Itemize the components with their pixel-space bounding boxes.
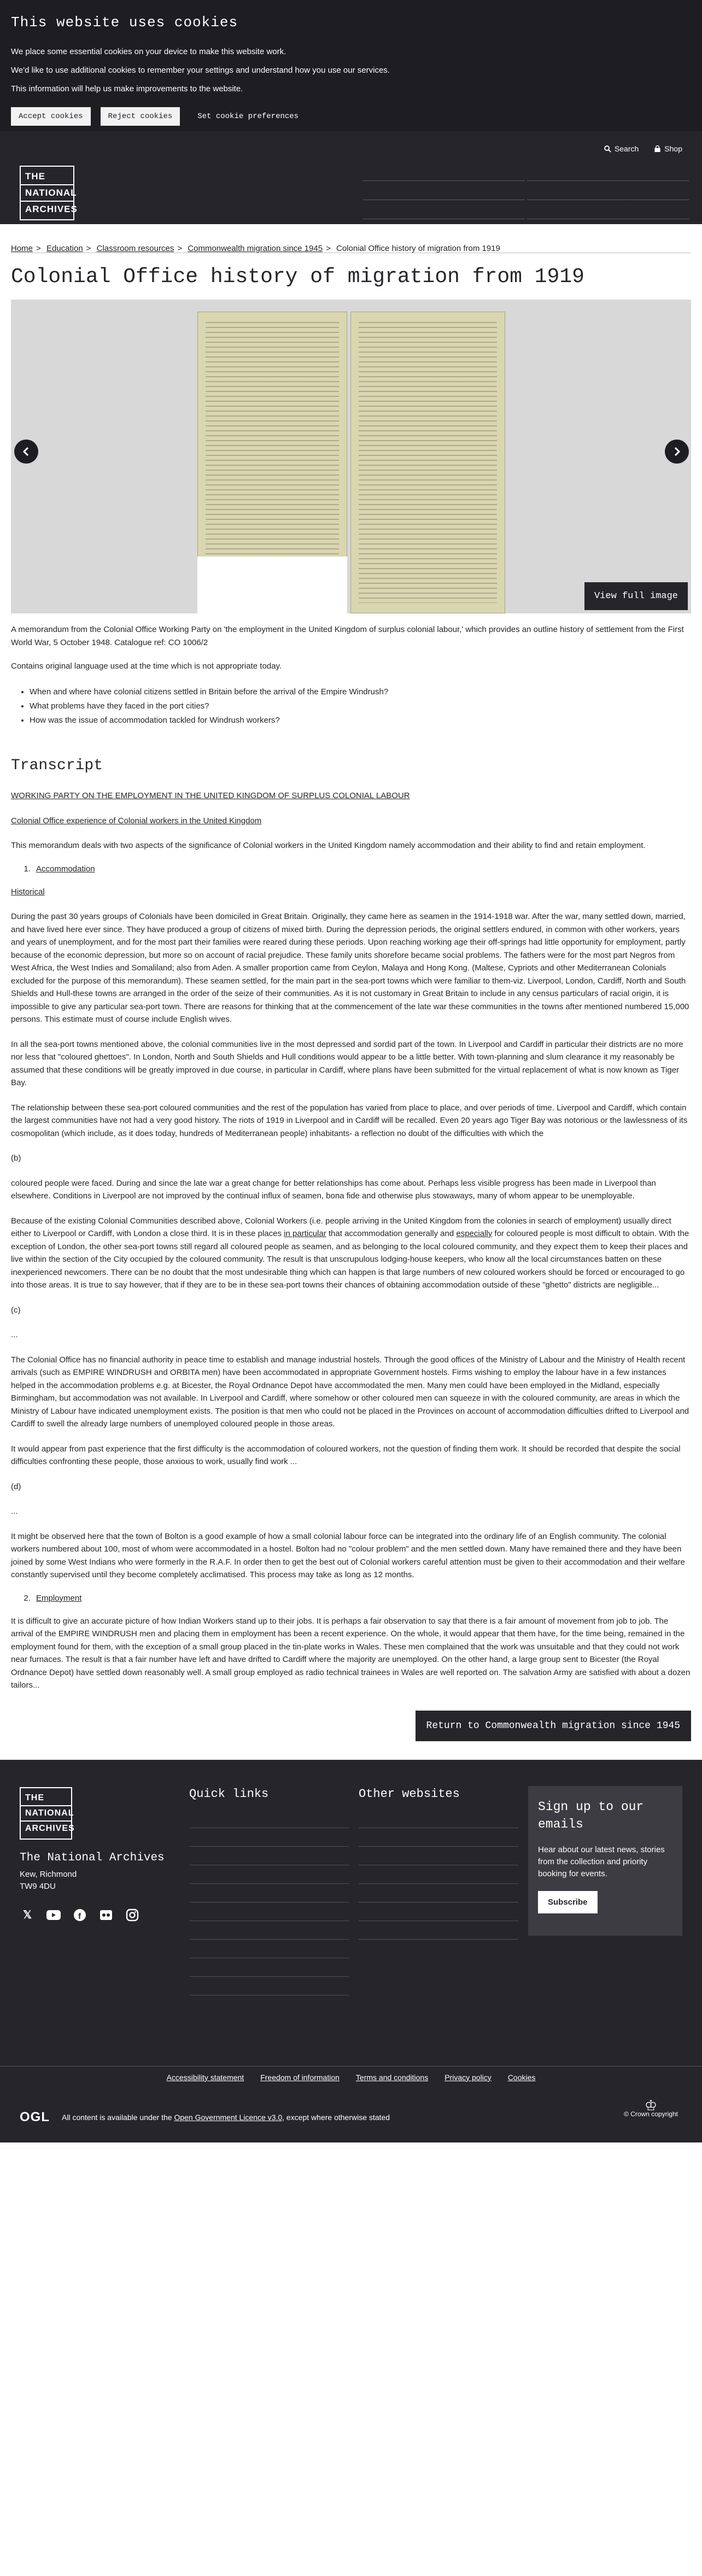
transcript-heading: Transcript [11,757,103,774]
list-item: • When and where have colonial citizens settled in Britain before the arrival of the Empire Windrush? [30,685,691,699]
crown-copyright-text: © Crown copyright [624,2110,678,2118]
footer-legal-links [0,2066,702,2082]
transcript-paragraph [11,1215,691,1292]
address-line: Kew, Richmond [20,1869,77,1879]
questions-list [30,685,691,728]
footer-link[interactable]: The Gazette [359,1865,518,1884]
shop-link[interactable] [654,144,682,153]
transcript-paragraph: In all the sea-port towns mentioned above, the colonial communities live in the most depressed and sordid part of the town. In Liverpool and Cardiff in particular their districts are no more nor less that "coloured ghettoes". In London, North and South Shields and Hull conditions would appear to be a little better. With town-planning and slum clearance it my reasonably be assumed that these conditions will be greatly improved in due course, in particular in Cardiff, where plans have been submitted for the virtual replacement of what is now known as Tiger Bay. [11,1039,683,1087]
text-segment: that accommodation generally and [326,1229,457,1238]
list-item: 1. Accommodation [33,864,691,874]
breadcrumb-education[interactable]: Education [46,244,83,253]
image-gallery [11,300,691,613]
text-segment: All content is available under the [62,2112,174,2122]
logo-line-3: ARCHIVES [25,1823,75,1833]
search-link[interactable] [604,144,639,153]
cookie-text-1: We place some essential cookies on your device to make this website work. [11,47,286,56]
page-title: Colonial Office history of migration from 1919 [11,265,584,289]
site-logo[interactable] [20,166,78,220]
search-label: Search [614,144,639,153]
nav-professional-guidance[interactable]: Professional guidance and services [527,200,689,219]
footer-link[interactable]: Accessibility statement [166,2072,244,2082]
list-item: • What problems have they faced in the port cities? [30,699,691,713]
list-item: • How was the issue of accommodation tackled for Windrush workers? [30,713,691,728]
instagram-icon[interactable] [125,1907,140,1923]
footer-link[interactable]: Privacy policy [444,2072,492,2082]
footer-logo[interactable] [20,1787,75,1840]
transcript-subtitle: Colonial Office experience of Colonial workers in the United Kingdom [11,816,262,826]
footer-link[interactable]: News [189,1847,349,1865]
nav-whats-on[interactable]: What's on [363,181,525,200]
text-segment: for coloured people is most difficult to obtain. With the exception of London, the other sea-port towns still regard all coloured people as seamen, and as belonging to the local coloured community, and they expect them to keep their places and live within the section of the City occupied by the coloured community. The result is that unscrupulous lodging-house keepers, who know all the local circumstances batten on these inexperienced newcomers. There can be no doubt that the most undesirable thing which can happen is that large numbers of new coloured workers should be forced or encouraged to go into those areas. It is true to say however, that if they are to be in these sea-port towns their chances of obtaining accommodation outside of these "ghetto" districts are negligible... [11,1229,689,1290]
nav-education[interactable]: Education [527,181,689,200]
main-nav [361,162,689,219]
cookie-title: This website uses cookies [11,14,238,31]
footer-link[interactable]: Image library [189,1902,349,1921]
document-page-image [350,312,505,613]
transcript-paragraph: This memorandum deals with two aspects of the significance of Colonial workers in the United Kingdom namely accommodation and their ability to find and retain employment. [11,841,646,850]
cookie-preferences-link[interactable]: Set cookie preferences [190,107,306,126]
footer-link[interactable]: Contact us [189,1828,349,1847]
social-links [20,1907,140,1923]
transcript-paragraph: It is difficult to give an accurate picture of how Indian Workers stand up to their jobs. It is perhaps a fair observation to say that there is a fair amount of movement from job to job. The arrival of the EMPIRE WINDRUSH men and placing them in employment has been a recent experience. On the whole, it would appear that them have, for the time being, remained in the employment found for them, with the exception of a small group placed in the tin-plate works in Wales. These men complained that the work was unsuitable and that they could not work near furnaces. The result is that a fair number have left and have drifted to Cardiff where the majority are unemployed. On the other hand, a large group sent to Bicester (the Royal Ordnance Depot) have settled down reasonably well. A small group employed as radio technical trainees in Wales are well reported on. The salvation Army are satisfied with about a dozen tailors... [11,1616,691,1690]
quick-links [189,1787,349,1995]
transcript-paragraph: It might be observed here that the town of Bolton is a good example of how a small colonial labour force can be integrated into the ordinary life of an English community. The colonial workers numbered about 100, most of whom were accommodated in a hostel. Bolton had no "colour problem" and the men settled down. Many have remained there and they have been joined by some West Indians who were formerly in the R.A.F. In order then to get the best out of Colonial workers careful attention must be given to their accommodation and their welfare constantly supervised until they become completely acclimatised. This process may take as long as 12 months. [11,1531,685,1579]
view-full-image-button[interactable]: View full image [584,582,688,610]
shop-icon [654,145,661,153]
transcript-paragraph: The Colonial Office has no financial authority in peace time to establish and manage industrial hostels. Through the good offices of the Ministry of Labour and the Ministry of Health recent arrivals (such as EMPIRE WINDRUSH and ORBITA men) have been accommodated in appropriate Government hostels. Firms wishing to employ the labour have in a few instances helped in the accommodation problems e.g. at Bicester, the Royal Ordnance Depot have accommodated the men. Many men could have been employed in the Midland, especially Birmingham, but accommodation was not available. In Liverpool and Cardiff, where somehow or other coloured men can squeeze in with the coloured community, are areas in which the Ministry of Labour have indicated unemployment exists. The position is that men who could not be placed in the Provinces on account of accommodation difficulties drifted to Liverpool and Cardiff to swell the already large numbers of unemployed coloured people in those areas. [11,1355,689,1428]
underlined-text: in particular [284,1229,326,1238]
footer-link[interactable]: Blogs [189,1865,349,1884]
transcript-paragraph: The relationship between these sea-port coloured communities and the rest of the population has varied from place to place, and over periods of time. Liverpool and Cardiff, which contain the largest communities have not had a very good history. The riots of 1919 in Liverpool and in Cardiff will be recalled. Even 20 years ago Tiger Bay was notorious or the lawlessness of its cosmopolitan (which include, as it does today, hundreds of Mediterranean people) inhabitants- a reflection no doubt of the difficulties with which the [11,1103,688,1138]
transcript-list [33,1594,691,1603]
footer-link[interactable]: About us [189,1810,349,1828]
x-twitter-icon[interactable]: 𝕏 [22,1909,32,1921]
footer-link[interactable]: Press room [189,1921,349,1940]
transcript-marker: (c) [11,1305,21,1315]
footer-link[interactable]: Jobs [189,1940,349,1958]
text-segment: Because of the existing Colonial Communities described above, Colonial Workers (i.e. people arriving in the United Kingdom from the colonies in search of employment) usually direct either to Liverpool or Cardiff, with London a close third. It is in these places [11,1216,671,1238]
transcript-paragraph: coloured people were faced. During and since the late war a great change for better relationships has come about. Perhaps less visible progress has been made in Liverpool than elsewhere. Conditions in Liverpool are not improved by the continual influx of seamen, bona fide and otherwise plus stowaways, many of whom appear to be unemployable. [11,1178,656,1201]
breadcrumb-classroom-resources[interactable]: Classroom resources [96,244,174,253]
logo-line-1: THE [21,1791,71,1806]
flickr-icon[interactable] [98,1907,114,1923]
cookie-banner [0,0,702,131]
footer-link[interactable]: UK Government Web Archive [359,1810,518,1828]
footer-link[interactable]: Podcast [189,1884,349,1902]
transcript-ellipsis: ... [11,1330,18,1339]
transcript-paragraph: It would appear from past experience that the first difficulty is the accommodation of coloured workers, not the question of finding them work. It should be recorded that despite the social difficulties confronting these people, those anxious to work, usually find work ... [11,1444,681,1466]
shop-label: Shop [664,144,682,153]
org-name: The National Archives [20,1851,165,1864]
transcript-body [11,789,691,1692]
other-websites [359,1787,518,1940]
chevron-right-icon [672,447,681,456]
logo-line-3: ARCHIVES [25,204,78,214]
svg-text:f: f [78,1911,81,1921]
transcript-title: WORKING PARTY ON THE EMPLOYMENT IN THE UNITED KINGDOM OF SURPLUS COLONIAL LABOUR [11,791,410,800]
subscribe-button[interactable]: Subscribe [538,1891,598,1913]
cookie-text-2: We'd like to use additional cookies to remember your settings and understand how you use our services. [11,66,390,75]
facebook-icon[interactable] [72,1907,87,1923]
site-footer [0,1760,702,2142]
footer-link[interactable]: Historical Manuscripts Commission [189,1977,349,1995]
nav-visit[interactable]: Visit [363,162,525,181]
transcript-marker: (b) [11,1154,21,1163]
other-websites-heading: Other websites [359,1787,460,1801]
ogl-logo: OGL [20,2109,50,2124]
document-page-image [197,312,347,569]
footer-link[interactable]: The National Archives Trust [359,1884,518,1902]
crown-icon: ♔ [644,2097,658,2114]
quick-links-heading: Quick links [189,1787,269,1801]
return-to-collection-button[interactable]: Return to Commonwealth migration since 1945 [416,1711,691,1741]
breadcrumb: Home > Education > Classroom resources > Commonwealth migration since 1945 > Colonial Office history of migration from 1919 [11,244,500,253]
chevron-left-icon [22,447,31,456]
breadcrumb-current: Colonial Office history of migration from 1919 [336,244,500,253]
previous-image-button[interactable] [14,440,38,464]
footer-link[interactable]: Legislation.gov.uk [359,1828,518,1847]
email-signup [528,1786,682,1936]
licence-link[interactable]: Open Government Licence v3.0 [174,2112,283,2122]
footer-link[interactable]: Terms and conditions [355,2072,429,2082]
transcript-list [33,864,691,874]
transcript-paragraph: During the past 30 years groups of Colonials have been domiciled in Great Britain. Originally, they came here as seamen in the 1914-1918 war. After the war, many settled down, married, and have lived here ever since. They have produced a group of citizens of mixed birth. During the depression periods, the original settlers endured, in common with other workers, years and years of unemployment, and for the most part their families were reared during these periods. Upon reaching working age their off-springs had little opportunity for employment, partly because of the economic depression, but more so on account of racial prejudice. These family units shorefore became social problems. The fathers were for the most part Negros from West Africa, the West Indies and Somaliland; also from Aden. A smaller proportion came from Ceylon, Malaya and Hong Kong. (Maltese, Cypriots and other Mediterranean Colonials excluded for the purpose of this memorandum). These seamen settled, for the main part in the sea-port towns which were familiar to them-viz. Liverpool, London, Cardiff, North and South Shields and Hull-these towns are arranged in the order of the seize of their communities. As it is not customary in Great Britain to include in any census particulars of racial origin, it is impossible to give any particular sea-port town. There are reasons for thinking that at the commencement of the late war these communities in the towns after mentioned numbered 15,000 persons. This estimate must of course include English wives. [11,912,689,1024]
reject-cookies-button[interactable]: Reject cookies [101,107,180,126]
footer-address [20,1852,165,1893]
gallery-blank-area [197,557,347,613]
breadcrumb-commonwealth-migration[interactable]: Commonwealth migration since 1945 [188,244,323,253]
youtube-icon[interactable] [46,1907,61,1923]
signup-text: Hear about our latest news, stories from the collection and priority booking for events. [538,1845,665,1878]
text-segment: , except where otherwise stated [282,2112,390,2122]
breadcrumb-home[interactable]: Home [11,244,33,253]
transcript-ellipsis: ... [11,1507,18,1516]
address-line: TW9 4DU [20,1881,56,1891]
site-header [0,131,702,224]
logo-line-2: NATIONAL [21,1806,71,1822]
language-notice: Contains original language used at the time which is not appropriate today. [11,661,282,671]
logo-line-1: THE [21,169,73,185]
footer-link[interactable]: Cookies [507,2072,536,2082]
transcript-marker: (d) [11,1482,21,1491]
image-caption: A memorandum from the Colonial Office Working Party on 'the employment in the United Kingdom of surplus colonial labour,' which provides an outline history of settlement from the First World War, 5 October 1948. Catalogue ref: CO 1006/2 [11,625,684,647]
underlined-text: especially [456,1229,493,1238]
search-icon [604,145,611,153]
nav-help-using-archive[interactable]: Help using the archive [527,162,689,181]
logo-line-2: NATIONAL [21,185,73,202]
licence-text [62,2113,390,2122]
footer-link[interactable]: The National Archives Design System [359,1921,518,1940]
licence [20,2110,390,2125]
next-image-button[interactable] [665,440,689,464]
footer-link[interactable]: Find Case Law [359,1847,518,1865]
footer-link[interactable]: Friends of The National Archives [359,1902,518,1921]
footer-link[interactable]: Freedom of information [260,2072,340,2082]
crown-copyright [624,2097,678,2118]
accept-cookies-button[interactable]: Accept cookies [11,107,91,126]
cookie-text-3: This information will help us make improvements to the website. [11,84,243,93]
signup-heading: Sign up to our emails [538,1799,644,1831]
footer-link[interactable]: British citizenship services [189,1958,349,1977]
list-item: 2. Employment [33,1594,691,1603]
nav-explore-collection[interactable]: Explore the collection [363,200,525,219]
transcript-subheading: Historical [11,887,45,897]
